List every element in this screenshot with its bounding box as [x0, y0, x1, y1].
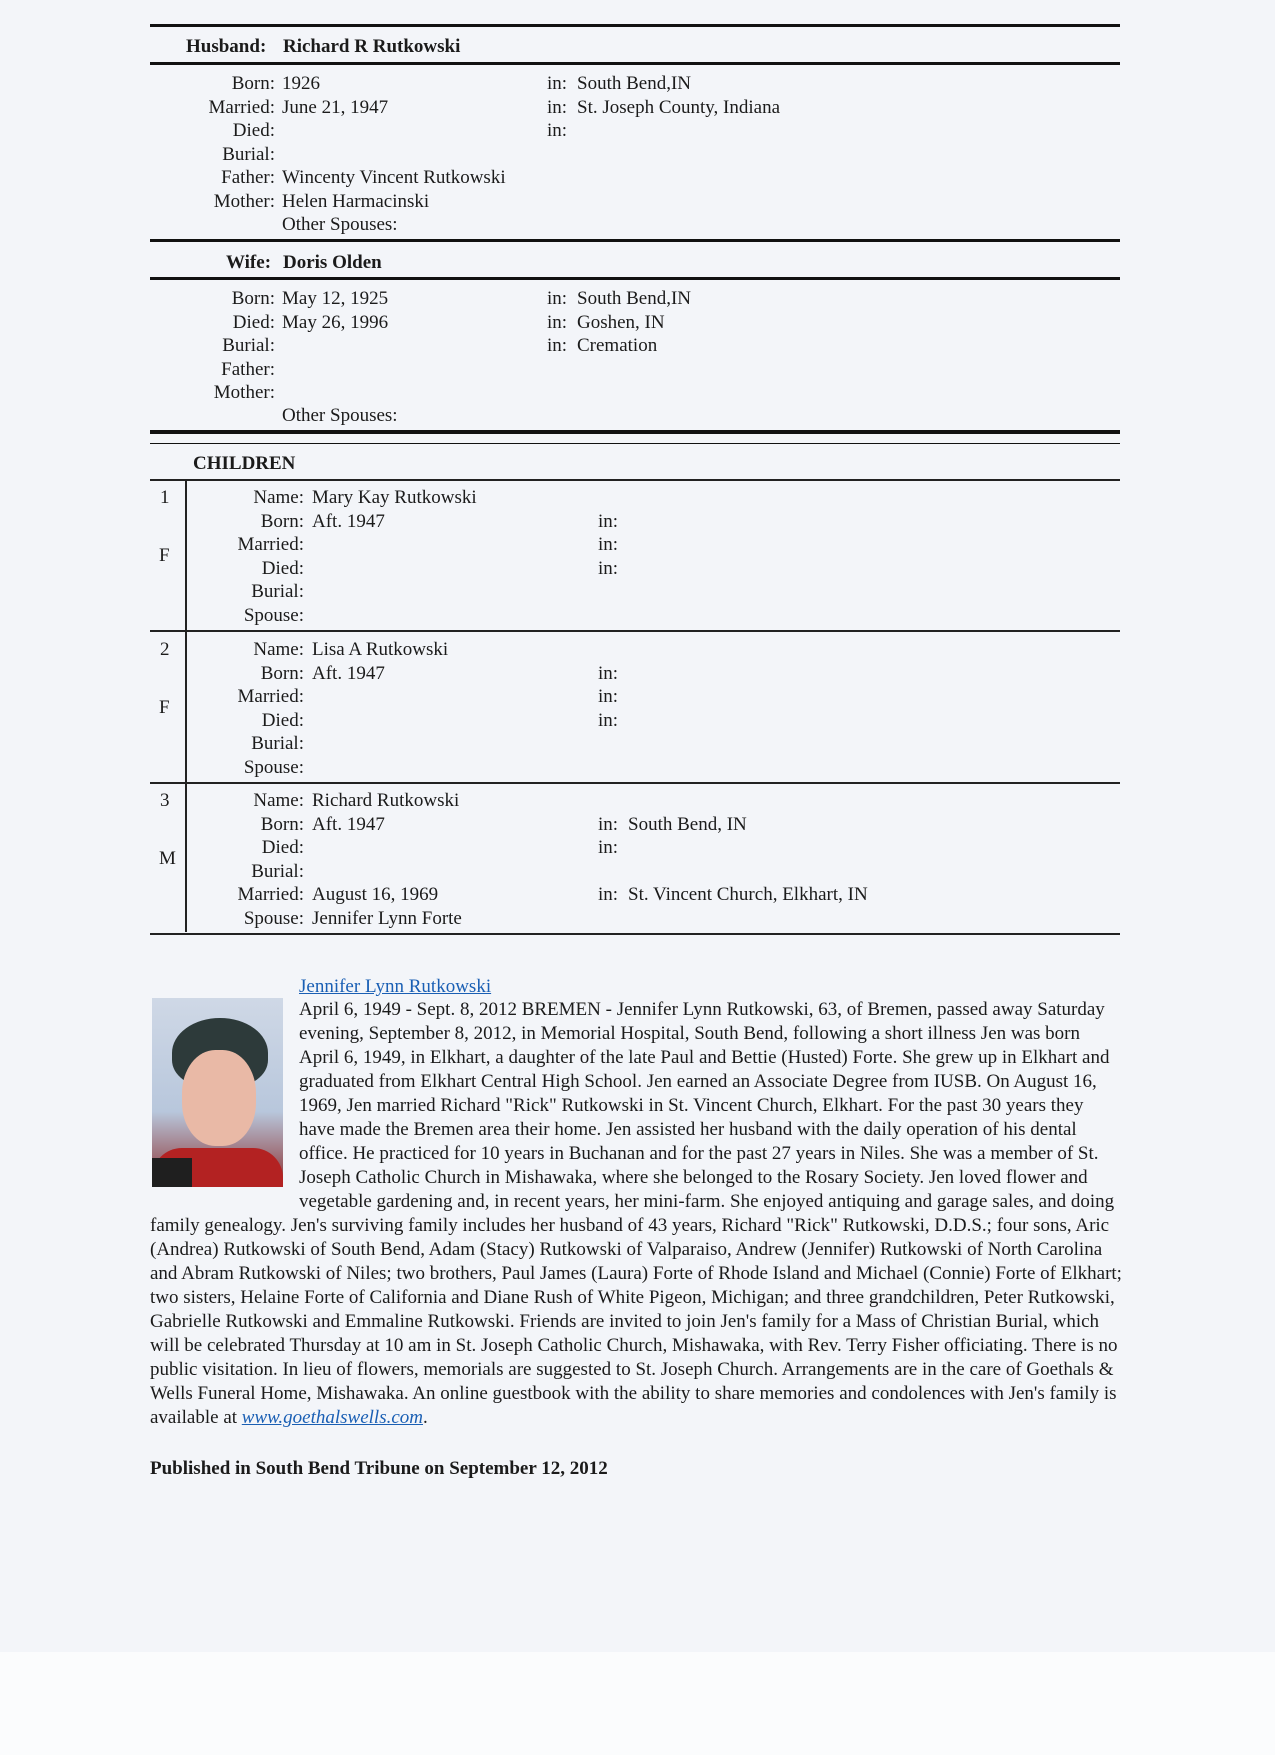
child-row-place: St. Vincent Church, Elkhart, IN [628, 884, 868, 905]
child-row-value: Mary Kay Rutkowski [312, 487, 477, 508]
husband-row-label: Married: [208, 96, 275, 118]
child-sex: M [159, 848, 176, 869]
child-separator [150, 782, 1120, 784]
child-row-label: Born: [260, 813, 304, 835]
child-row-in: in: [598, 884, 619, 905]
husband-row-label: Burial: [222, 143, 275, 165]
child-row-label: Spouse: [243, 907, 304, 929]
publication-note: Published in South Bend Tribune on September 12, 2012 [150, 1458, 608, 1479]
husband-row-value: 1926 [282, 73, 320, 94]
wife-row-in: in: [547, 335, 568, 356]
wife-row-place: Goshen, IN [577, 311, 665, 333]
child-separator [150, 630, 1120, 632]
obituary-text: April 6, 1949 - Sept. 8, 2012 BREMEN - Jennifer Lynn Rutkowski, 63, of Bremen, passed away Saturday evening, September 8, 2012, in Memorial Hospital, South Bend, following a short illness Jen was born April 6, 1949, in Elkhart, a daughter of the late Paul and Bettie (Husted) Forte. She grew up in Elkhart and graduated from Elkhart Central High School. Jen earned an Associate Degree from IUSB. On August 16, 1969, Jen married Richard "Rick" Rutkowski in St. Vincent Church, Elkhart. For the past 30 years they have made the Bremen area their home. Jen assisted her husband with the daily operation of his dental office. He practiced for 10 years in Buchanan and for the past 27 years in Niles. She was a member of St. Joseph Catholic Church in Mishawaka, where she belonged to the Rosary Society. Jen loved flower and vegetable gardening and, in recent years, her mini-farm. She enjoyed antiquing and garage sales, and doing family genealogy. Jen's surviving family includes her husband of 43 years, Richard "Rick" Rutkowski, D.D.S.; four sons, Aric (Andrea) Rutkowski of South Bend, Adam (Stacy) Rutkowski of Valparaiso, Andrew (Jennifer) Rutkowski of North Carolina and Abram Rutkowski of Niles; two brothers, Paul James (Laura) Forte of Rhode Island and Michael (Connie) Forte of Elkhart; two sisters, Helaine Forte of California and Diane Rush of White Pigeon, Michigan; and three grandchildren, Peter Rutkowski, Gabrielle Rutkowski and Emmaline Rutkowski. Friends are invited to join Jen's family for a Mass of Christian Burial, which will be celebrated Thursday at 10 am in St. Joseph Catholic Church, Mishawaka, with Rev. Terry Fisher officiating. There is no public visitation. In lieu of flowers, memorials are suggested to St. Joseph Church. Arrangements are in the care of Goethals & Wells Funeral Home, Mishawaka. An online guestbook with the ability to share memories and condolences with Jen's family is available at [150, 999, 1122, 1428]
child-row-value: Lisa A Rutkowski [312, 639, 449, 660]
child-number: 3 [160, 790, 170, 811]
wife-top-rule [150, 239, 1120, 242]
child-row-label: Died: [261, 709, 304, 731]
child-row-value: Aft. 1947 [312, 510, 385, 532]
husband-row-in: in: [547, 96, 568, 118]
child-row-value: Richard Rutkowski [312, 790, 460, 811]
child-row-in: in: [598, 510, 619, 532]
child-row-label: Spouse: [243, 756, 304, 778]
child-row-in: in: [598, 557, 619, 579]
child-row-label: Spouse: [243, 604, 304, 626]
page-bottom-margin [0, 1652, 1275, 1755]
wife-row-label: Born: [231, 288, 275, 309]
child-row-label: Married: [237, 884, 304, 905]
wife-row-label: Burial: [222, 335, 275, 356]
wife-row-place: Cremation [577, 335, 658, 356]
wife-row-label: Father: [221, 358, 275, 380]
child-row-place: South Bend, IN [628, 813, 747, 835]
husband-row-value: June 21, 1947 [282, 96, 389, 118]
child-row-value: Aft. 1947 [312, 813, 385, 835]
funeral-home-link[interactable]: www.goethalswells.com [241, 1407, 423, 1428]
child-row-in: in: [598, 813, 619, 835]
top-rule [150, 24, 1120, 27]
wife-row-in: in: [547, 288, 568, 309]
children-thin-rule [150, 443, 1120, 444]
wife-rule [150, 277, 1120, 280]
obituary-title-link[interactable]: Jennifer Lynn Rutkowski [299, 976, 492, 997]
wife-row-value: May 26, 1996 [282, 311, 389, 333]
child-row-label: Name: [253, 487, 304, 508]
husband-other-spouses: Other Spouses: [282, 214, 398, 235]
child-row-label: Burial: [251, 860, 304, 882]
child-row-in: in: [598, 837, 619, 858]
child-row-label: Died: [261, 837, 304, 858]
child-row-label: Name: [253, 790, 304, 811]
children-top-rule [150, 430, 1120, 434]
child-row-in: in: [598, 534, 619, 555]
husband-row-place: St. Joseph County, Indiana [577, 96, 781, 118]
child-row-label: Born: [260, 510, 304, 532]
wife-row-place: South Bend,IN [577, 288, 691, 309]
child-number: 2 [160, 639, 170, 660]
husband-row-place: South Bend,IN [577, 73, 691, 94]
obituary-body: April 6, 1949 - Sept. 8, 2012 BREMEN - Jennifer Lynn Rutkowski, 63, of Bremen, passed away Saturday evening, September 8, 2012, in Memorial Hospital, South Bend, following a short illness Jen was born April 6, 1949, in Elkhart, a daughter of the late Paul and Bettie (Husted) Forte. She grew up in Elkhart and graduated from Elkhart Central High School. Jen earned an Associate Degree from IUSB. On August 16, 1969, Jen married Richard "Rick" Rutkowski in St. Vincent Church, Elkhart. For the past 30 years they have made the Bremen area their home. Jen assisted her husband with the daily operation of his dental office. He practiced for 10 years in Buchanan and for the past 27 years in Niles. She was a member of St. Joseph Catholic Church in Mishawaka, where she belonged to the Rosary Society. Jen loved flower and vegetable gardening and, in recent years, her mini-farm. She enjoyed antiquing and garage sales, and doing family genealogy. Jen's surviving family includes her husband of 43 years, Richard "Rick" Rutkowski, D.D.S.; four sons, Aric (Andrea) Rutkowski of South Bend, Adam (Stacy) Rutkowski of Valparaiso, Andrew (Jennifer) Rutkowski of North Carolina and Abram Rutkowski of Niles; two brothers, Paul James (Laura) Forte of Rhode Island and Michael (Connie) Forte of Elkhart; two sisters, Helaine Forte of California and Diane Rush of White Pigeon, Michigan; and three grandchildren, Peter Rutkowski, Gabrielle Rutkowski and Emmaline Rutkowski. Friends are invited to join Jen's family for a Mass of Christian Burial, which will be celebrated Thursday at 10 am in St. Joseph Catholic Church, Mishawaka, with Rev. Terry Fisher officiating. There is no public visitation. In lieu of flowers, memorials are suggested to St. Joseph Church. Arrangements are in the care of Goethals & Wells Funeral Home, Mishawaka. An online guestbook with the ability to share memories and condolences with Jen's family is available at www.goethalswells.com. [150, 999, 1122, 1428]
child-row-label: Burial: [251, 733, 304, 754]
child-row-value: Jennifer Lynn Forte [312, 907, 462, 929]
child-row-label: Born: [260, 662, 304, 684]
wife-other-spouses: Other Spouses: [282, 405, 398, 426]
child-row-label: Married: [237, 534, 304, 555]
husband-row-value: Helen Harmacinski [282, 190, 430, 212]
children-heading: CHILDREN [193, 453, 296, 474]
husband-row-label: Mother: [213, 190, 275, 212]
children-header-rule [150, 479, 1120, 481]
wife-row-label: Mother: [213, 382, 275, 403]
husband-row-label: Died: [232, 120, 275, 141]
husband-row-in: in: [547, 73, 568, 94]
wife-row-in: in: [547, 311, 568, 333]
wife-label: Wife: [226, 252, 272, 273]
husband-rule [150, 62, 1120, 65]
child-row-label: Name: [253, 639, 304, 660]
husband-row-value: Wincenty Vincent Rutkowski [282, 167, 506, 188]
husband-row-in: in: [547, 120, 568, 141]
child-row-value: August 16, 1969 [312, 884, 439, 905]
child-row-in: in: [598, 686, 619, 707]
wife-name: Doris Olden [283, 252, 382, 273]
husband-label: Husband: [186, 36, 267, 57]
child-row-label: Burial: [251, 581, 304, 602]
child-number: 1 [160, 487, 170, 508]
wife-row-value: May 12, 1925 [282, 288, 389, 309]
child-row-label: Married: [237, 686, 304, 707]
wife-row-label: Died: [232, 311, 275, 333]
child-row-value: Aft. 1947 [312, 662, 385, 684]
husband-row-label: Born: [231, 73, 275, 94]
child-separator [150, 933, 1120, 935]
child-row-label: Died: [261, 557, 304, 579]
child-sex: F [159, 545, 170, 566]
child-sex: F [159, 697, 170, 718]
child-row-in: in: [598, 709, 619, 731]
child-row-in: in: [598, 662, 619, 684]
husband-name: Richard R Rutkowski [283, 36, 461, 57]
husband-row-label: Father: [221, 167, 275, 188]
